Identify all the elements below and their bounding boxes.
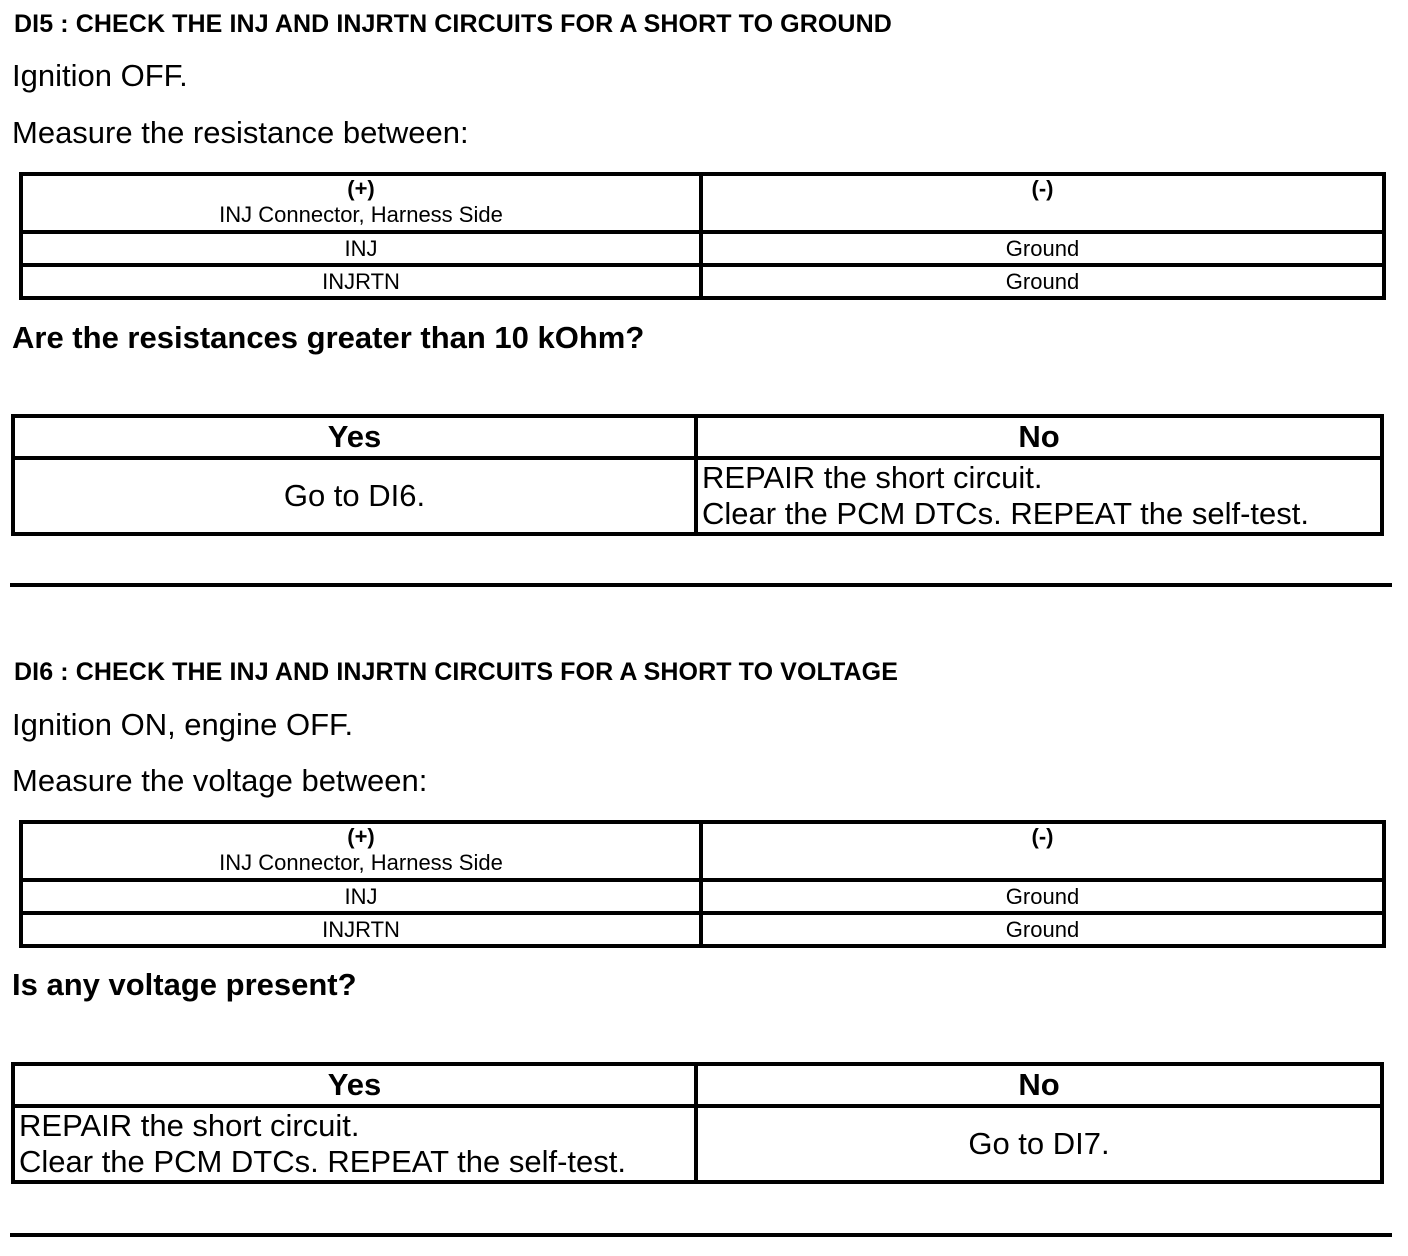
header-plus-sublabel: INJ Connector, Harness Side (219, 850, 503, 875)
plus-cell: INJ (21, 232, 701, 265)
decision-header-row (13, 1064, 1382, 1106)
minus-cell: Ground (701, 913, 1384, 946)
section-divider (10, 1233, 1392, 1237)
decision-body-row (13, 458, 1382, 534)
voltage-measurement-table (19, 820, 1386, 948)
header-minus-label: (-) (1031, 824, 1054, 849)
header-plus-sublabel: INJ Connector, Harness Side (219, 202, 503, 227)
minus-cell: Ground (701, 232, 1384, 265)
no-action-line: Go to DI7. (968, 1126, 1110, 1161)
section-divider (10, 583, 1392, 587)
no-action-cell (696, 1106, 1382, 1182)
yes-header: Yes (13, 1064, 696, 1106)
decision-body-row (13, 1106, 1382, 1182)
header-plus-label: (+) (347, 824, 375, 849)
table-row (21, 913, 1384, 946)
no-action-cell (696, 458, 1382, 534)
header-plus-cell (21, 174, 701, 232)
step-title-di6: DI6 : CHECK THE INJ AND INJRTN CIRCUITS FOR A SHORT TO VOLTAGE (14, 658, 899, 686)
minus-cell: Ground (701, 265, 1384, 298)
table-row (21, 880, 1384, 913)
decision-header-row (13, 416, 1382, 458)
header-plus-cell (21, 822, 701, 880)
instruction-ignition-off: Ignition OFF. (12, 58, 188, 93)
resistance-measurement-table (19, 172, 1386, 300)
yes-header: Yes (13, 416, 696, 458)
minus-cell: Ground (701, 880, 1384, 913)
no-header: No (696, 416, 1382, 458)
instruction-measure-resistance: Measure the resistance between: (12, 115, 469, 150)
yes-action-cell (13, 1106, 696, 1182)
yes-action-line: REPAIR the short circuit. (19, 1108, 360, 1143)
yes-action-line: Go to DI6. (283, 478, 426, 513)
header-minus-cell (701, 174, 1384, 232)
table-header-row (21, 174, 1384, 232)
plus-cell: INJRTN (21, 913, 701, 946)
table-row (21, 265, 1384, 298)
instruction-ignition-on: Ignition ON, engine OFF. (12, 707, 354, 742)
question-resistance: Are the resistances greater than 10 kOhm? (12, 320, 645, 355)
plus-cell: INJRTN (21, 265, 701, 298)
table-header-row (21, 822, 1384, 880)
step-title-di5: DI5 : CHECK THE INJ AND INJRTN CIRCUITS FOR A SHORT TO GROUND (14, 10, 892, 38)
header-plus-label: (+) (347, 176, 375, 201)
yes-action-cell (13, 458, 696, 534)
table-row (21, 232, 1384, 265)
decision-table-di5 (11, 414, 1384, 536)
yes-action-line: Clear the PCM DTCs. REPEAT the self-test. (19, 1144, 626, 1179)
no-action-line: REPAIR the short circuit. (702, 460, 1043, 495)
instruction-measure-voltage: Measure the voltage between: (12, 763, 428, 798)
question-voltage: Is any voltage present? (12, 967, 357, 1002)
decision-table-di6 (11, 1062, 1384, 1184)
no-header: No (696, 1064, 1382, 1106)
plus-cell: INJ (21, 880, 701, 913)
no-action-line: Clear the PCM DTCs. REPEAT the self-test. (702, 496, 1309, 531)
header-minus-cell (701, 822, 1384, 880)
header-minus-label: (-) (1031, 176, 1054, 201)
